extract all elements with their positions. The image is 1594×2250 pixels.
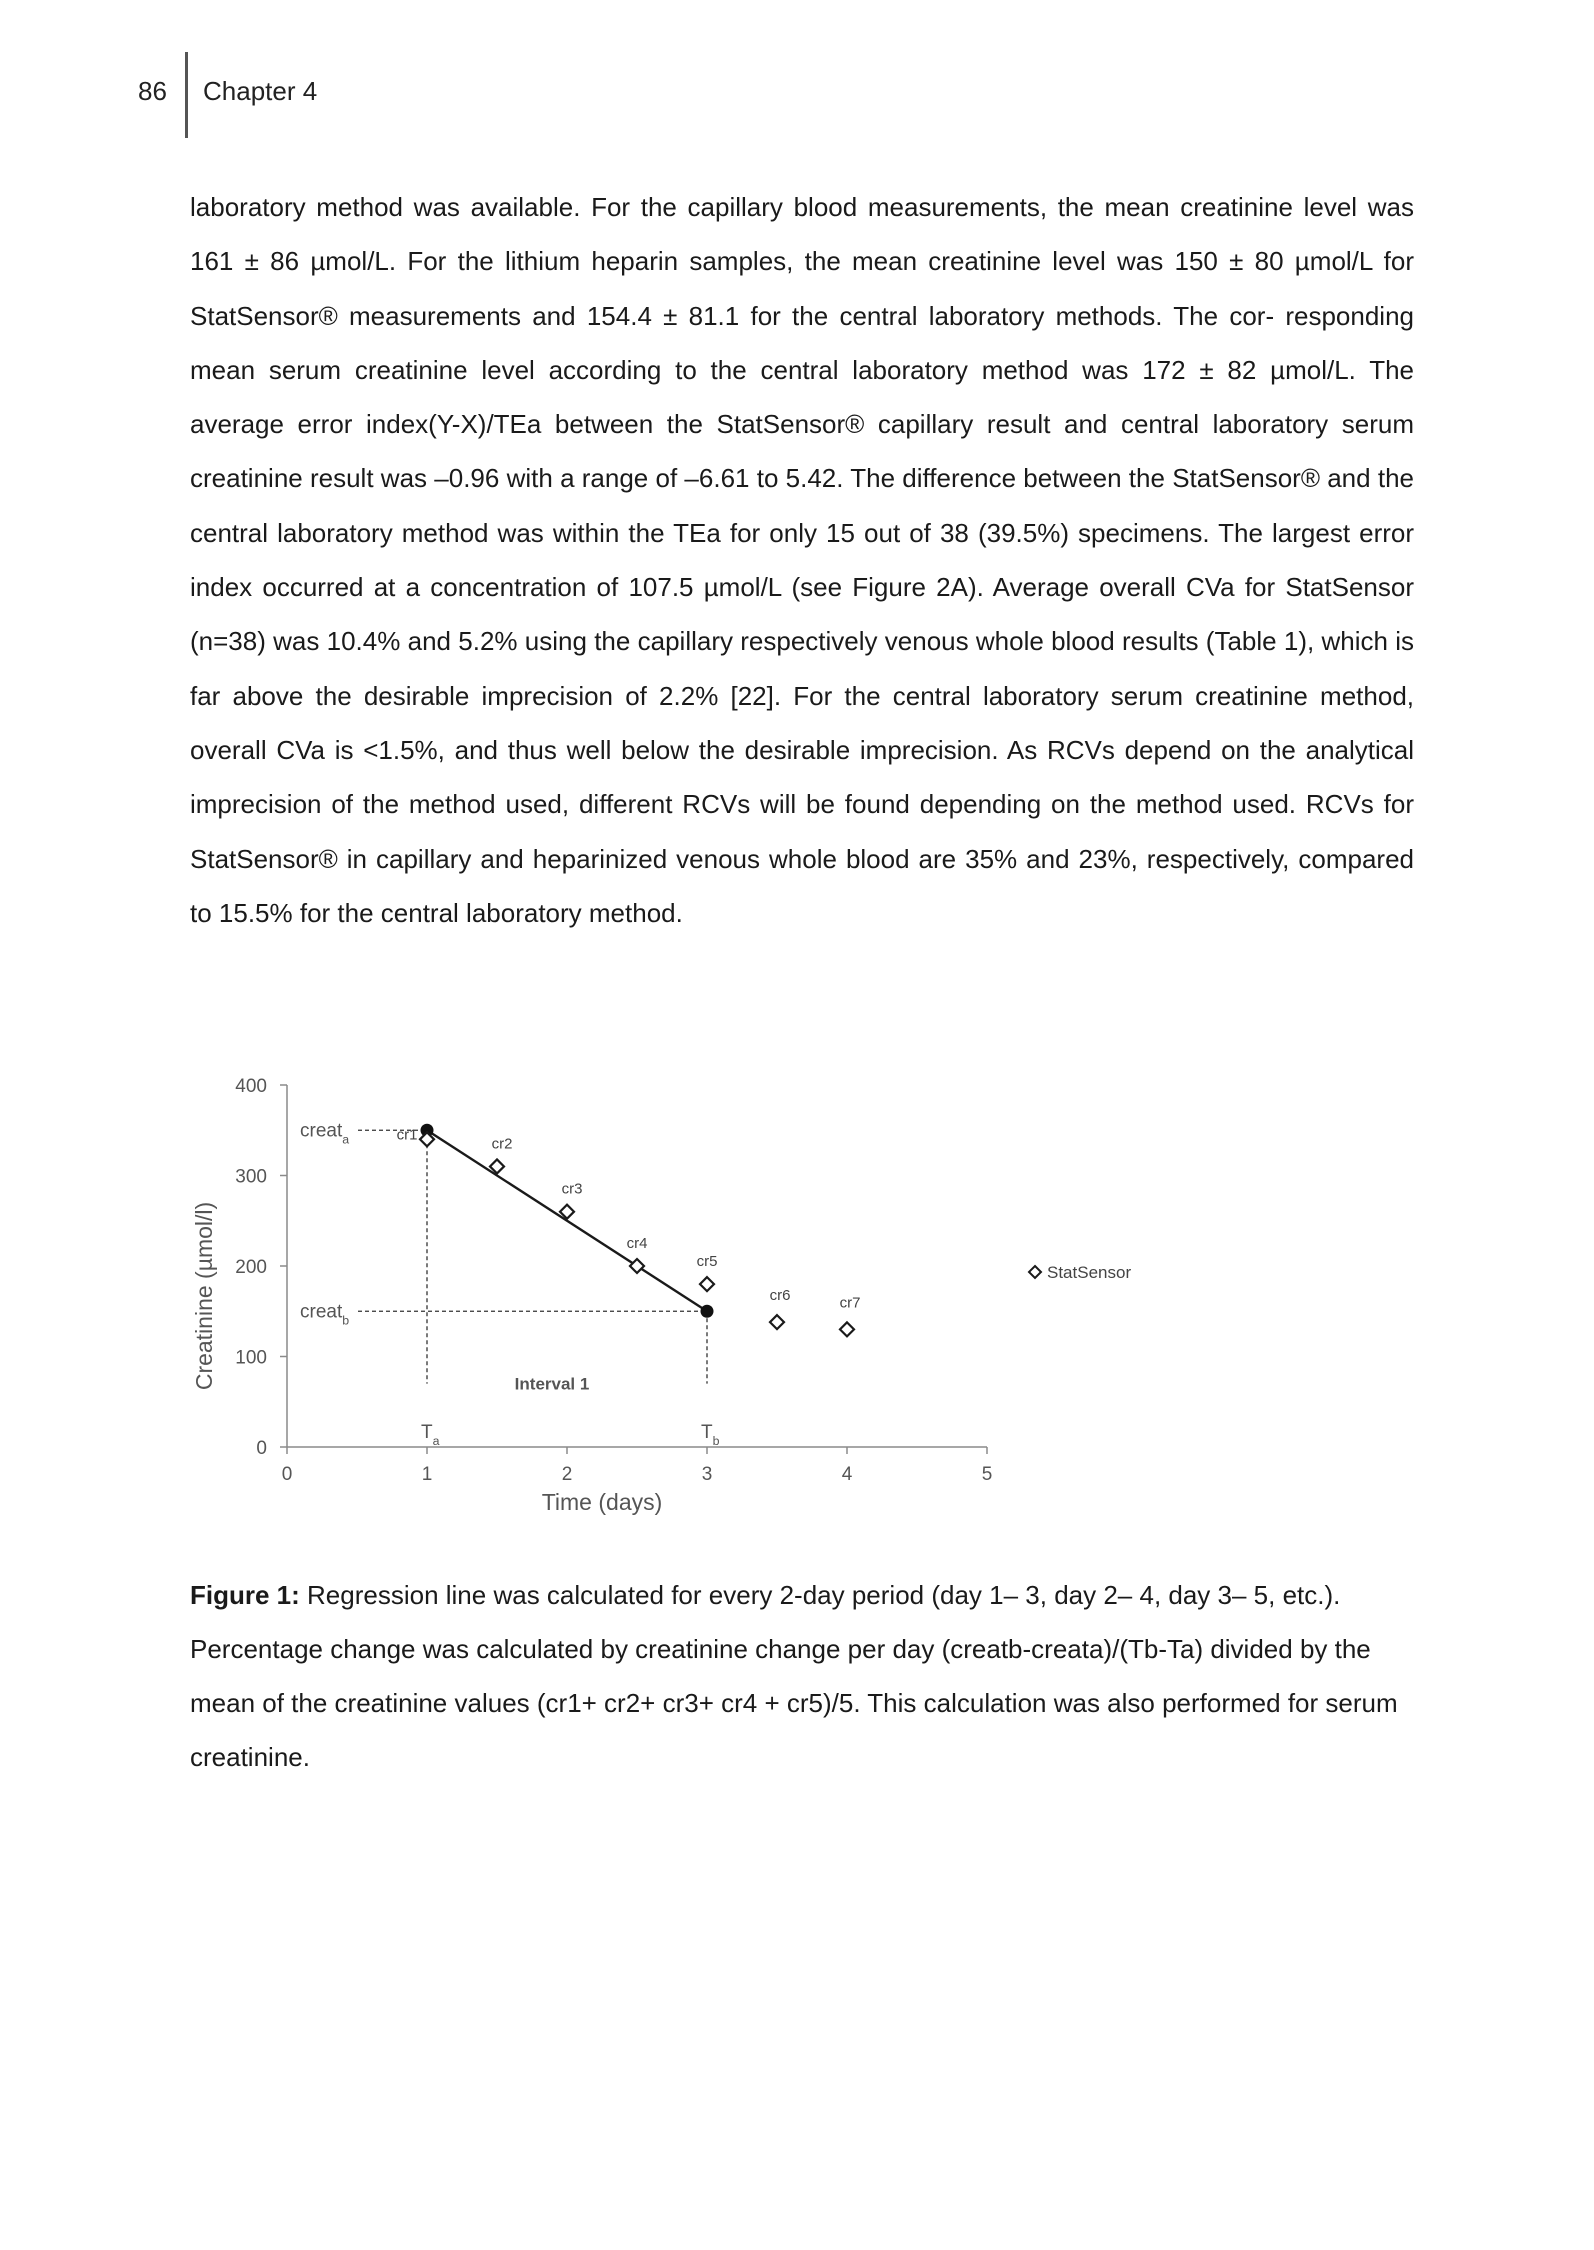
data-point-cr4 xyxy=(630,1259,644,1273)
y-tick-label: 400 xyxy=(235,1076,267,1097)
figure-1 xyxy=(180,1045,1180,1545)
caption-text: Regression line was calculated for every 2-day period (day 1– 3, day 2– 4, day 3– 5, etc.). Percentage change was calculated by creatinine change per day (creatb-creata)/(Tb-Ta) divided by the mean of the creatinine values (cr1+ cr2+ cr3+ cr4 + cr5)/5. This calculation was also performed for serum creatinine. xyxy=(190,1580,1398,1772)
x-axis-title: Time (days) xyxy=(541,1489,663,1515)
regression-end-point xyxy=(701,1305,714,1318)
page-number: 86 xyxy=(138,76,167,106)
y-tick-label: 100 xyxy=(235,1347,267,1369)
x-tick-label: 1 xyxy=(421,1464,433,1485)
legend-label: StatSensor xyxy=(1047,1263,1132,1282)
creat-b-label: creat$_b$ xyxy=(300,1301,350,1328)
y-tick-label: 200 xyxy=(235,1257,267,1278)
figure-caption xyxy=(190,1568,1414,1784)
legend-marker xyxy=(1029,1266,1041,1278)
data-point-cr6 xyxy=(770,1315,784,1329)
tb-label: $T_b$ xyxy=(701,1421,720,1448)
caption-label: Figure 1: xyxy=(190,1580,300,1610)
point-label-cr4: cr4 xyxy=(626,1235,648,1252)
point-label-cr6: cr6 xyxy=(769,1287,791,1305)
regression-line xyxy=(427,1130,707,1311)
point-label-cr5: cr5 xyxy=(696,1253,718,1271)
x-tick-label: 2 xyxy=(561,1464,573,1485)
x-tick-label: 0 xyxy=(281,1464,293,1485)
body-paragraph: laboratory method was available. For the capillary blood measurements, the mean creatinine level was 161 ± 86 µmol/L. For the lithium heparin samples, the mean creatinine level was 150 ± 80 µmol/L for StatSensor® measurements and 154.4 ± 81.1 for the central laboratory methods. The cor- responding mean serum creatinine level according to the central laboratory method was 172 ± 82 µmol/L. The average error index(Y-X)/TEa between the StatSensor® capillary result and central laboratory serum creatinine result was –0.96 with a range of –6.61 to 5.42. The difference between the StatSensor® and the central laboratory method was within the TEa for only 15 out of 38 (39.5%) specimens. The largest error index occurred at a concentration of 107.5 µmol/L (see Figure 2A). Average overall CVa for StatSensor (n=38) was 10.4% and 5.2% using the capillary respectively venous whole blood results (Table 1), which is far above the desirable imprecision of 2.2% [22]. For the central laboratory serum creatinine method, overall CVa is <1.5%, and thus well below the desirable imprecision. As RCVs depend on the analytical imprecision of the method used, different RCVs will be found depending on the method used. RCVs for StatSensor® in capillary and heparinized venous whole blood are 35% and 23%, respectively, compared to 15.5% for the central laboratory method. xyxy=(190,192,1414,928)
x-tick-label: 4 xyxy=(841,1464,853,1485)
point-label-cr2: cr2 xyxy=(491,1135,513,1153)
y-tick-label: 300 xyxy=(235,1166,267,1188)
point-label-cr7: cr7 xyxy=(839,1294,861,1312)
point-label-cr3: cr3 xyxy=(561,1180,583,1198)
ta-label: $T_a$ xyxy=(421,1421,440,1448)
page-header xyxy=(0,0,1594,140)
x-tick-label: 3 xyxy=(701,1464,713,1485)
interval-label: Interval 1 xyxy=(514,1374,590,1394)
creat-a-label: creat$_a$ xyxy=(300,1120,350,1147)
data-point-cr5 xyxy=(700,1277,714,1291)
header-divider xyxy=(185,52,188,138)
chapter-title: Chapter 4 xyxy=(203,76,318,106)
point-label-cr1: cr1 xyxy=(396,1126,418,1144)
x-tick-label: 5 xyxy=(981,1464,993,1485)
data-point-cr7 xyxy=(840,1322,854,1336)
creatinine-chart xyxy=(180,1045,1180,1545)
y-axis-title: Creatinine (µmol/l) xyxy=(191,1201,217,1391)
y-tick-label: 0 xyxy=(256,1438,267,1459)
